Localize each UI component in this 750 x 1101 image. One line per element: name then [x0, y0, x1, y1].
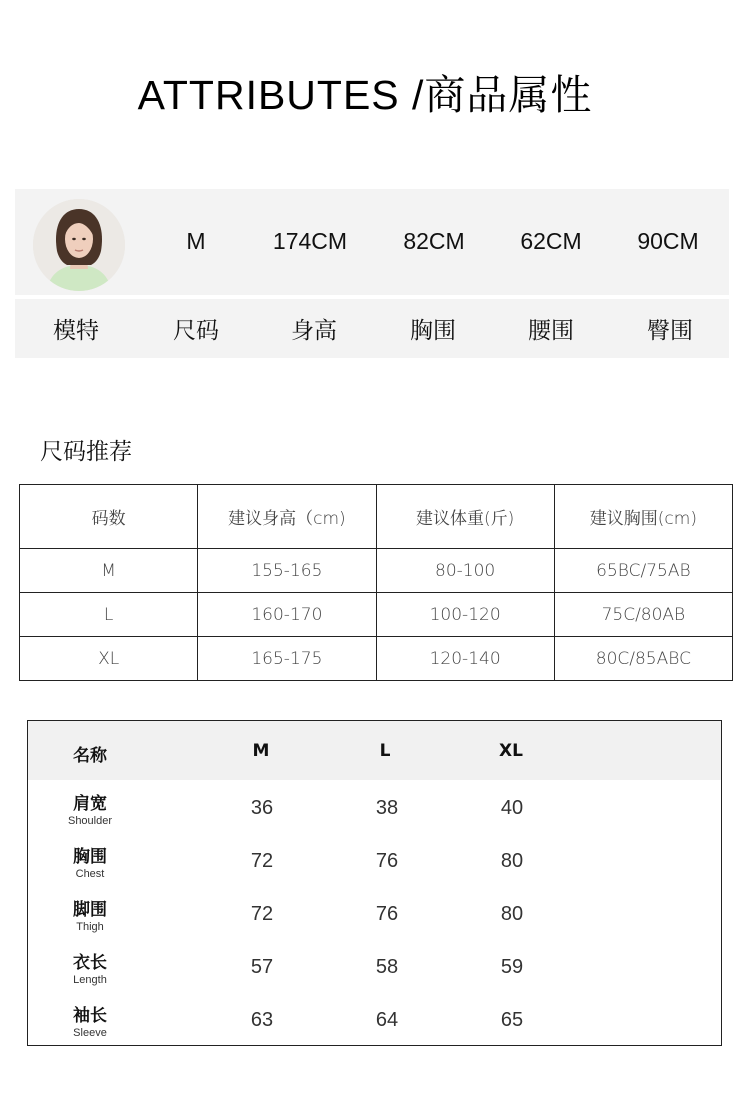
row-name-cn: 胸围: [73, 847, 107, 867]
table-row: [20, 549, 733, 593]
cell-bust: 80C/85ABC: [554, 637, 732, 681]
waist-label: 腰围: [528, 318, 574, 344]
measurement-row-length: [28, 944, 721, 997]
header-height: 建议身高（cm): [198, 485, 376, 549]
cell-size: M: [20, 549, 198, 593]
row-name-en: Length: [73, 974, 107, 986]
value-m: 36: [250, 797, 274, 819]
model-waist-value: 62CM: [520, 228, 582, 254]
value-xl: 40: [500, 797, 524, 819]
table-row: [20, 593, 733, 637]
model-label: 模特: [53, 318, 99, 344]
table-header-row: [20, 485, 733, 549]
cell-height: 165-175: [198, 637, 376, 681]
row-name-en: Sleeve: [73, 1027, 107, 1039]
value-l: 58: [375, 956, 399, 978]
value-l: 76: [375, 903, 399, 925]
value-xl: 80: [500, 850, 524, 872]
value-l: 38: [375, 797, 399, 819]
model-hip-value: 90CM: [637, 228, 699, 254]
header-size: 码数: [20, 485, 198, 549]
measurement-row-sleeve: [28, 997, 721, 1050]
measurements-header: [28, 721, 721, 780]
measurement-row-shoulder: [28, 785, 721, 838]
value-m: 57: [250, 956, 274, 978]
chest-label: 胸围: [410, 318, 456, 344]
row-name-en: Shoulder: [67, 815, 113, 827]
model-portrait-image: [33, 199, 125, 291]
model-avatar: [33, 199, 125, 291]
measurements-table: [27, 720, 722, 1046]
size-recommend-table: [19, 484, 733, 681]
size-label: 尺码: [173, 318, 219, 344]
cell-weight: 100-120: [376, 593, 554, 637]
model-height-value: 174CM: [272, 228, 348, 254]
value-xl: 80: [500, 903, 524, 925]
row-name-en: Thigh: [76, 921, 104, 933]
header-xl: XL: [499, 741, 523, 761]
header-m: M: [252, 741, 270, 761]
header-name: 名称: [73, 746, 107, 766]
row-name-en: Chest: [75, 868, 105, 880]
value-xl: 65: [500, 1009, 524, 1031]
measurement-row-chest: [28, 838, 721, 891]
cell-height: 155-165: [198, 549, 376, 593]
header-bust: 建议胸围(cm): [554, 485, 732, 549]
table-row: [20, 637, 733, 681]
value-m: 72: [250, 903, 274, 925]
model-size-value: M: [186, 228, 206, 254]
measurement-row-thigh: [28, 891, 721, 944]
model-chest-value: 82CM: [403, 228, 465, 254]
cell-size: XL: [20, 637, 198, 681]
size-recommend-title: 尺码推荐: [40, 439, 132, 465]
row-name-cn: 脚围: [73, 900, 107, 920]
row-name-cn: 肩宽: [73, 794, 107, 814]
value-l: 76: [375, 850, 399, 872]
cell-size: L: [20, 593, 198, 637]
cell-bust: 75C/80AB: [554, 593, 732, 637]
value-xl: 59: [500, 956, 524, 978]
cell-bust: 65BC/75AB: [554, 549, 732, 593]
value-l: 64: [375, 1009, 399, 1031]
height-label: 身高: [291, 318, 337, 344]
value-m: 72: [250, 850, 274, 872]
hip-label: 臀围: [647, 318, 693, 344]
header-l: L: [379, 741, 391, 761]
value-m: 63: [250, 1009, 274, 1031]
cell-height: 160-170: [198, 593, 376, 637]
header-weight: 建议体重(斤): [376, 485, 554, 549]
cell-weight: 80-100: [376, 549, 554, 593]
cell-weight: 120-140: [376, 637, 554, 681]
page-title: ATTRIBUTES /商品属性: [137, 72, 593, 118]
row-name-cn: 衣长: [73, 953, 107, 973]
row-name-cn: 袖长: [73, 1006, 107, 1026]
